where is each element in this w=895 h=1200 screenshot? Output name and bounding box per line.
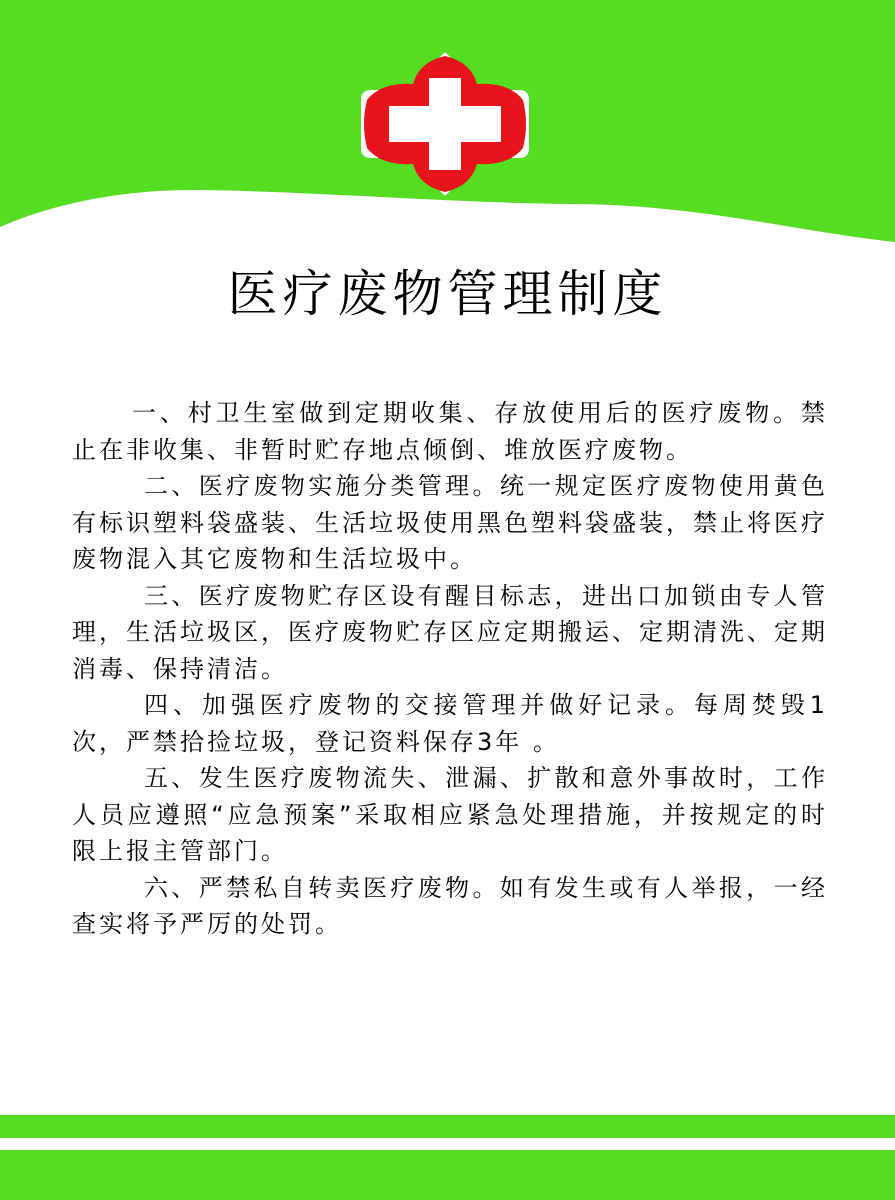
footer-stripe-top (0, 1115, 895, 1138)
page-title: 医疗废物管理制度 (227, 265, 668, 323)
red-cross-icon (359, 50, 531, 198)
rule-paragraph-6: 六、严禁私自转卖医疗废物。如有发生或有人举报，一经查实将予严厉的处罚。 (72, 873, 828, 938)
rule-paragraph-1: 一、村卫生室做到定期收集、存放使用后的医疗废物。禁止在非收集、非暂时贮存地点倾倒、堆放医疗废物。 (72, 399, 828, 464)
rules-body (72, 395, 828, 943)
rule-paragraph-3: 三、医疗废物贮存区设有醒目标志，进出口加锁由专人管理，生活垃圾区，医疗废物贮存区应定期搬运、定期清洗、定期消毒、保持清洁。 (72, 581, 828, 683)
rule-paragraph-5: 五、发生医疗废物流失、泄漏、扩散和意外事故时，工作人员应遵照“应急预案”采取相应紧急处理措施，并按规定的时限上报主管部门。 (72, 764, 828, 865)
rule-paragraph-2: 二、医疗废物实施分类管理。统一规定医疗废物使用黄色有标识塑料袋盛装、生活垃圾使用黑色塑料袋盛装，禁止将医疗废物混入其它废物和生活垃圾中。 (72, 472, 828, 573)
rule-paragraph-4: 四、加强医疗废物的交接管理并做好记录。每周焚毁1次，严禁拾捡垃圾，登记资料保存3年 。 (72, 691, 828, 756)
footer-stripe-bottom (0, 1150, 895, 1200)
